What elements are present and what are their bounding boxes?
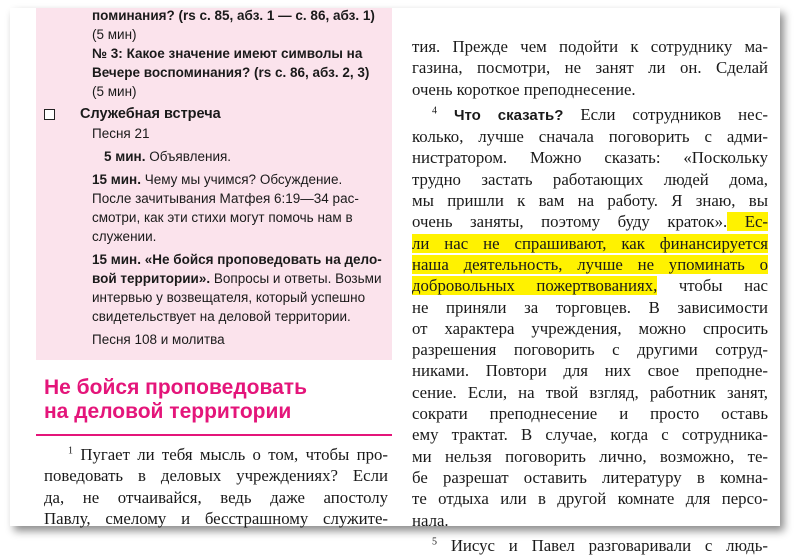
song-line: Песня 108 и молитва <box>92 332 225 347</box>
schedule-item: 15 мин. Чему мы учимся? Обсуждение. <box>92 172 343 187</box>
paragraph-line: трудно застать работающих людей дома, <box>412 169 768 189</box>
schedule-line: № 3: Какое значение имеют символы на <box>92 46 363 61</box>
schedule-line: вой территории». Вопросы и ответы. Возьми <box>92 271 382 286</box>
paragraph-line: поведовать в деловых учреждениях? Если <box>44 466 388 486</box>
paragraph-line <box>412 233 768 254</box>
schedule-line: Вечере воспоминания? (rs с. 86, абз. 2, 3) <box>92 65 370 80</box>
title-rule <box>36 434 392 436</box>
paragraph-line: ему трактат. В случае, когда с сотрудника- <box>412 425 768 445</box>
paragraph-line: тия. Прежде чем подойти к сотруднику ма- <box>412 37 768 56</box>
paragraph-line: нистратором. Можно сказать: «Поскольку <box>412 148 768 168</box>
paragraph-line: от характера учреждения, можно спросить <box>412 318 768 338</box>
paragraph-line: $^1$ Пугает ли тебя мысль о том, чтобы про- <box>68 445 388 464</box>
schedule-item: 15 мин. «Не бойся проповедовать на дело- <box>92 252 382 267</box>
paragraph-line: не приняли за торговцев. В зависимости <box>412 297 768 317</box>
paragraph-line: сение. Если, на твой взгляд, работник занят, <box>412 382 768 402</box>
schedule-line: После зачитывания Матфея 6:19—34 рас- <box>92 191 359 206</box>
paragraph-line: да, не отчаивайся, ведь даже апостолу <box>44 487 388 507</box>
paragraph-4-start: $^4$ Что сказать? Если сотрудников нес- <box>432 104 768 124</box>
paragraph-line: те отдыха или в другой комнате для персо- <box>412 489 768 509</box>
paragraph-line: мы пришли к вам на работу. Я знаю, вы <box>412 191 768 211</box>
schedule-line: интервью у возвещателя, который успешно <box>92 290 366 305</box>
paragraph-line: бе разрешат оставить литературу в комна- <box>412 467 768 487</box>
highlighted-text: наша деятельность, лучше не упоминать о <box>412 254 768 274</box>
meeting-schedule <box>44 8 388 349</box>
schedule-line: поминания? (rs с. 85, абз. 1 — с. 86, абз. 1) <box>92 8 375 23</box>
paragraph-line <box>412 254 768 275</box>
paragraph-line: сократи преподнесение и просто оставь <box>412 404 768 424</box>
paragraph-line: нала. <box>412 510 449 530</box>
highlighted-text: ли нас не спрашивают, как финансируется <box>412 233 768 253</box>
schedule-line: (5 мин) <box>92 27 137 42</box>
paragraph-line: очень короткое преподнесение. <box>412 79 636 99</box>
paragraph-5-start: $^5$ Иисус и Павел разговаривали с людь- <box>432 535 768 555</box>
paragraph-line: разрешения поговорить с другими сотруд- <box>412 340 768 360</box>
schedule-line: свидетельствует на деловой территории. <box>92 309 351 324</box>
article-paragraph-1 <box>44 444 388 529</box>
song-line: Песня 21 <box>92 126 150 141</box>
paragraph-line: ми нельзя поговорить лично, возможно, те- <box>412 446 768 466</box>
page-scan <box>10 8 780 555</box>
paragraph-line: добровольных пожертвованиях, чтобы нас <box>412 276 768 296</box>
schedule-line: служении. <box>92 229 157 244</box>
article-right-column <box>412 36 768 556</box>
paragraph-line: Павлу, смелому и бесстрашному служите- <box>44 508 388 528</box>
paragraph-line: никами. Повтори для них свое преподне- <box>412 361 768 381</box>
schedule-line: (5 мин) <box>92 84 137 99</box>
schedule-line: смотри, как эти стихи могут помочь нам в <box>92 210 353 225</box>
highlighted-text: Ес- <box>727 212 769 232</box>
paragraph-line: очень заняты, поэтому буду краток». Ес- <box>412 212 769 232</box>
article-title: Не бойся проповедовать на деловой территории <box>44 376 307 423</box>
paragraph-line: колько, лучше сначала поговорить с адми- <box>412 127 768 147</box>
schedule-item: 5 мин. Объявления. <box>104 149 232 164</box>
service-meeting-heading: Служебная встреча <box>44 105 388 124</box>
paragraph-line: газина, посмотри, не занят ли он. Сделай <box>412 58 768 78</box>
highlighted-text: добровольных пожертвованиях, <box>412 276 658 296</box>
checkbox-icon <box>44 109 55 120</box>
